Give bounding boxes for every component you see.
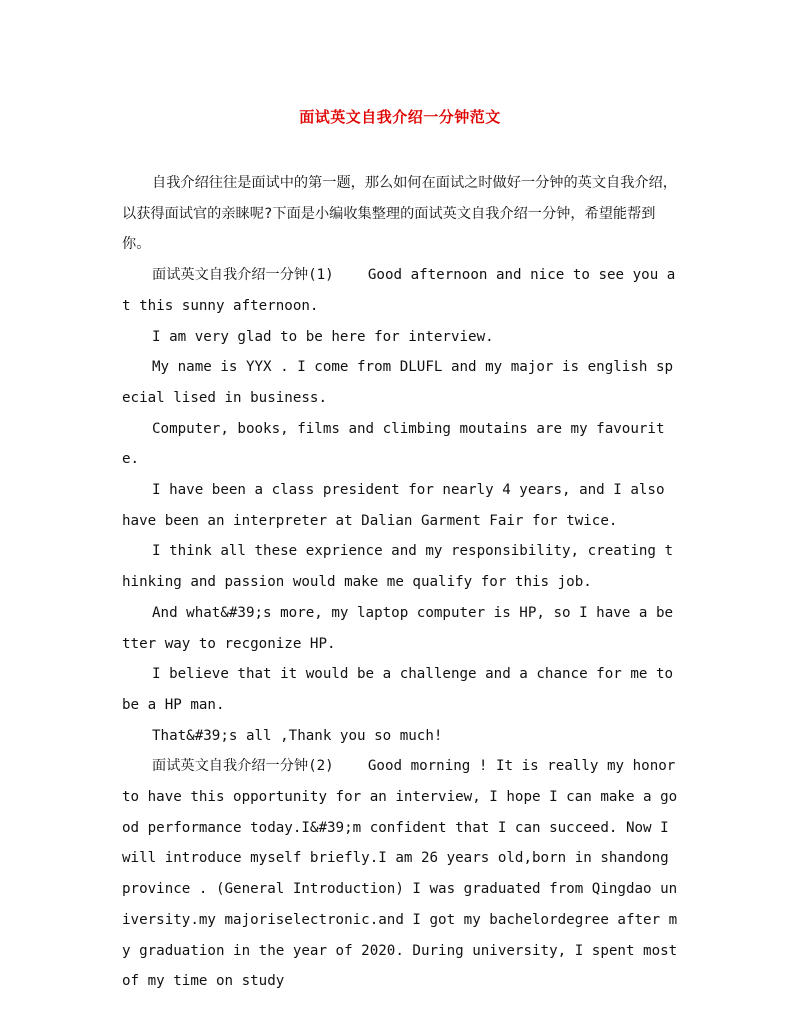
paragraph: And what&#39;s more, my laptop computer is HP, so I have a better way to recgonize HP.: [122, 604, 674, 652]
document-body: [122, 168, 686, 997]
paragraph: Computer, books, films and climbing moutains are my favourite.: [122, 420, 665, 468]
paragraph: I have been a class president for nearly 4 years, and I also have been an interpreter at Dalian Garment Fair for twice.: [122, 482, 674, 529]
paragraph-sample-1-opening: 面试英文自我介绍一分钟(1) Good afternoon and nice to see you at this sunny afternoon.: [122, 267, 676, 314]
paragraph: I believe that it would be a challenge and a chance for me to be a HP man.: [122, 666, 682, 713]
paragraph: I think all these exprience and my responsibility, creating thinking and passion would make me qualify for this job.: [122, 543, 674, 591]
paragraph-sample-2-opening: 面试英文自我介绍一分钟(2) Good morning ! It is really my honor to have this opportunity for an interview, I hope I can make a good performance today.I&#39;m confident that I can succeed. Now I will introduce myself briefly.I am 26 years old,born in shandong province . (General Introduction) I was graduated from Qingdao university.my majoriselectronic.and I got my bachelordegree after my graduation in the year of 2020. During university, I spent most of my time on study: [122, 758, 686, 990]
document-title: 面试英文自我介绍一分钟范文: [299, 108, 501, 126]
paragraph: I am very glad to be here for interview.: [152, 328, 494, 345]
paragraph: That&#39;s all ,Thank you so much!: [152, 727, 443, 744]
paragraph-intro: 自我介绍往往是面试中的第一题，那么如何在面试之时做好一分钟的英文自我介绍，以获得面试官的亲睐呢?下面是小编收集整理的面试英文自我介绍一分钟，希望能帮到你。: [122, 175, 677, 253]
paragraph: My name is YYX . I come from DLUFL and my major is english special lised in business.: [122, 359, 674, 406]
